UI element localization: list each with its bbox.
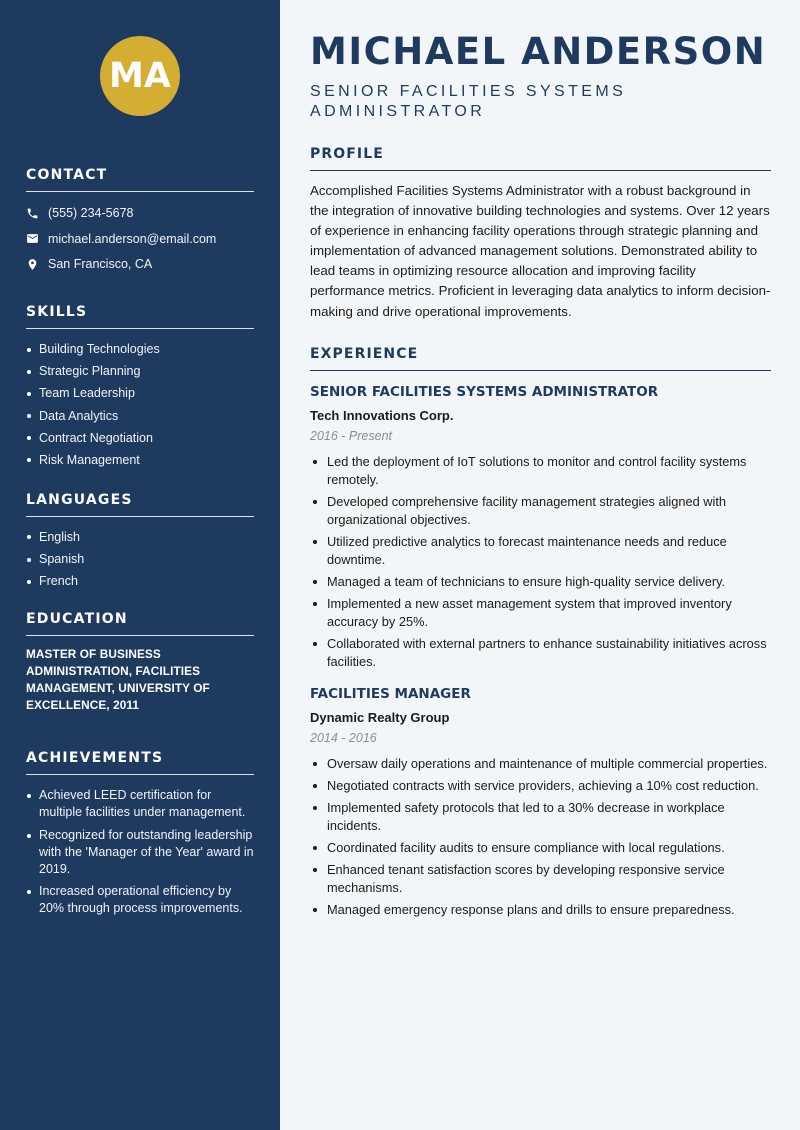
job-bullet: Utilized predictive analytics to forecast maintenance needs and reduce downtime. bbox=[310, 533, 771, 569]
contact-phone-text[interactable]: (555) 234-5678 bbox=[48, 206, 134, 220]
skill-item: Risk Management bbox=[26, 452, 254, 468]
job-bullet: Implemented a new asset management system that improved inventory accuracy by 25%. bbox=[310, 595, 771, 631]
languages-heading: LANGUAGES bbox=[26, 492, 254, 517]
contact-item-phone bbox=[26, 205, 254, 221]
experience-section bbox=[310, 346, 771, 919]
profile-section bbox=[310, 146, 771, 322]
job-bullet: Managed emergency response plans and drills to ensure preparedness. bbox=[310, 901, 771, 919]
job-bullet: Implemented safety protocols that led to a 30% decrease in workplace incidents. bbox=[310, 799, 771, 835]
achievement-item: Increased operational efficiency by 20% through process improvements. bbox=[26, 883, 254, 917]
job-dates: 2014 - 2016 bbox=[310, 730, 377, 745]
job-entry bbox=[310, 384, 771, 671]
languages-section bbox=[26, 492, 254, 589]
candidate-title: SENIOR FACILITIES SYSTEMS ADMINISTRATOR bbox=[310, 83, 627, 120]
experience-heading: EXPERIENCE bbox=[310, 346, 771, 371]
job-bullet: Oversaw daily operations and maintenance of multiple commercial properties. bbox=[310, 755, 771, 773]
candidate-name: MICHAEL ANDERSON bbox=[310, 30, 767, 73]
job-bullet-list bbox=[310, 453, 771, 671]
education-heading: EDUCATION bbox=[26, 611, 254, 636]
contact-email-text[interactable]: michael.anderson@email.com bbox=[48, 231, 217, 246]
job-bullet: Developed comprehensive facility management strategies aligned with organizational objectives. bbox=[310, 493, 771, 529]
job-bullet-list bbox=[310, 755, 771, 919]
contact-item-email bbox=[26, 231, 254, 247]
profile-text: Accomplished Facilities Systems Administrator with a robust background in the integration of innovative building technologies and systems. Over 12 years of experience in enhancing facility operations through strategic planning and implementation of advanced management solutions. Demonstrated ability to lead teams in optimizing resource allocation and improving facility performance metrics. Proficient in leveraging data analytics to inform decision-making and drive operational improvements. bbox=[310, 183, 771, 319]
job-company: Dynamic Realty Group bbox=[310, 709, 450, 725]
achievements-section bbox=[26, 750, 254, 917]
language-item: Spanish bbox=[26, 551, 254, 567]
job-dates: 2016 - Present bbox=[310, 428, 392, 443]
phone-icon bbox=[26, 207, 39, 220]
achievements-list bbox=[26, 787, 254, 917]
location-icon bbox=[26, 258, 39, 271]
job-bullet: Negotiated contracts with service providers, achieving a 10% cost reduction. bbox=[310, 777, 771, 795]
skills-section bbox=[26, 304, 254, 468]
sidebar bbox=[0, 0, 280, 1130]
languages-list bbox=[26, 529, 254, 589]
job-bullet: Managed a team of technicians to ensure high-quality service delivery. bbox=[310, 573, 771, 591]
skills-list bbox=[26, 341, 254, 468]
contact-heading: CONTACT bbox=[26, 167, 254, 192]
avatar: MA bbox=[100, 36, 180, 116]
skill-item: Strategic Planning bbox=[26, 363, 254, 379]
contact-item-location bbox=[26, 256, 254, 272]
job-bullet: Coordinated facility audits to ensure compliance with local regulations. bbox=[310, 839, 771, 857]
job-bullet: Collaborated with external partners to enhance sustainability initiatives across facilities. bbox=[310, 635, 771, 671]
job-entry bbox=[310, 686, 771, 919]
skill-item: Team Leadership bbox=[26, 385, 254, 401]
achievements-heading: ACHIEVEMENTS bbox=[26, 750, 254, 775]
skills-heading: SKILLS bbox=[26, 304, 254, 329]
skill-item: Data Analytics bbox=[26, 408, 254, 424]
email-icon bbox=[26, 232, 39, 245]
education-degree: MASTER OF BUSINESS ADMINISTRATION, FACILITIES MANAGEMENT, UNIVERSITY OF EXCELLENCE, 2011 bbox=[26, 647, 210, 713]
contact-section bbox=[26, 167, 254, 272]
language-item: English bbox=[26, 529, 254, 545]
contact-list bbox=[26, 205, 254, 272]
achievement-item: Achieved LEED certification for multiple facilities under management. bbox=[26, 787, 254, 821]
job-bullet: Enhanced tenant satisfaction scores by developing responsive service mechanisms. bbox=[310, 861, 771, 897]
language-item: French bbox=[26, 573, 254, 589]
main-content bbox=[280, 0, 800, 1130]
contact-location-text: San Francisco, CA bbox=[48, 257, 153, 271]
skill-item: Contract Negotiation bbox=[26, 430, 254, 446]
job-company: Tech Innovations Corp. bbox=[310, 407, 454, 423]
education-section bbox=[26, 611, 254, 714]
job-title: SENIOR FACILITIES SYSTEMS ADMINISTRATOR bbox=[310, 383, 659, 400]
skill-item: Building Technologies bbox=[26, 341, 254, 357]
job-bullet: Led the deployment of IoT solutions to monitor and control facility systems remotely. bbox=[310, 453, 771, 489]
job-title: FACILITIES MANAGER bbox=[310, 685, 471, 702]
achievement-item: Recognized for outstanding leadership with the 'Manager of the Year' award in 2019. bbox=[26, 827, 254, 878]
profile-heading: PROFILE bbox=[310, 146, 771, 171]
